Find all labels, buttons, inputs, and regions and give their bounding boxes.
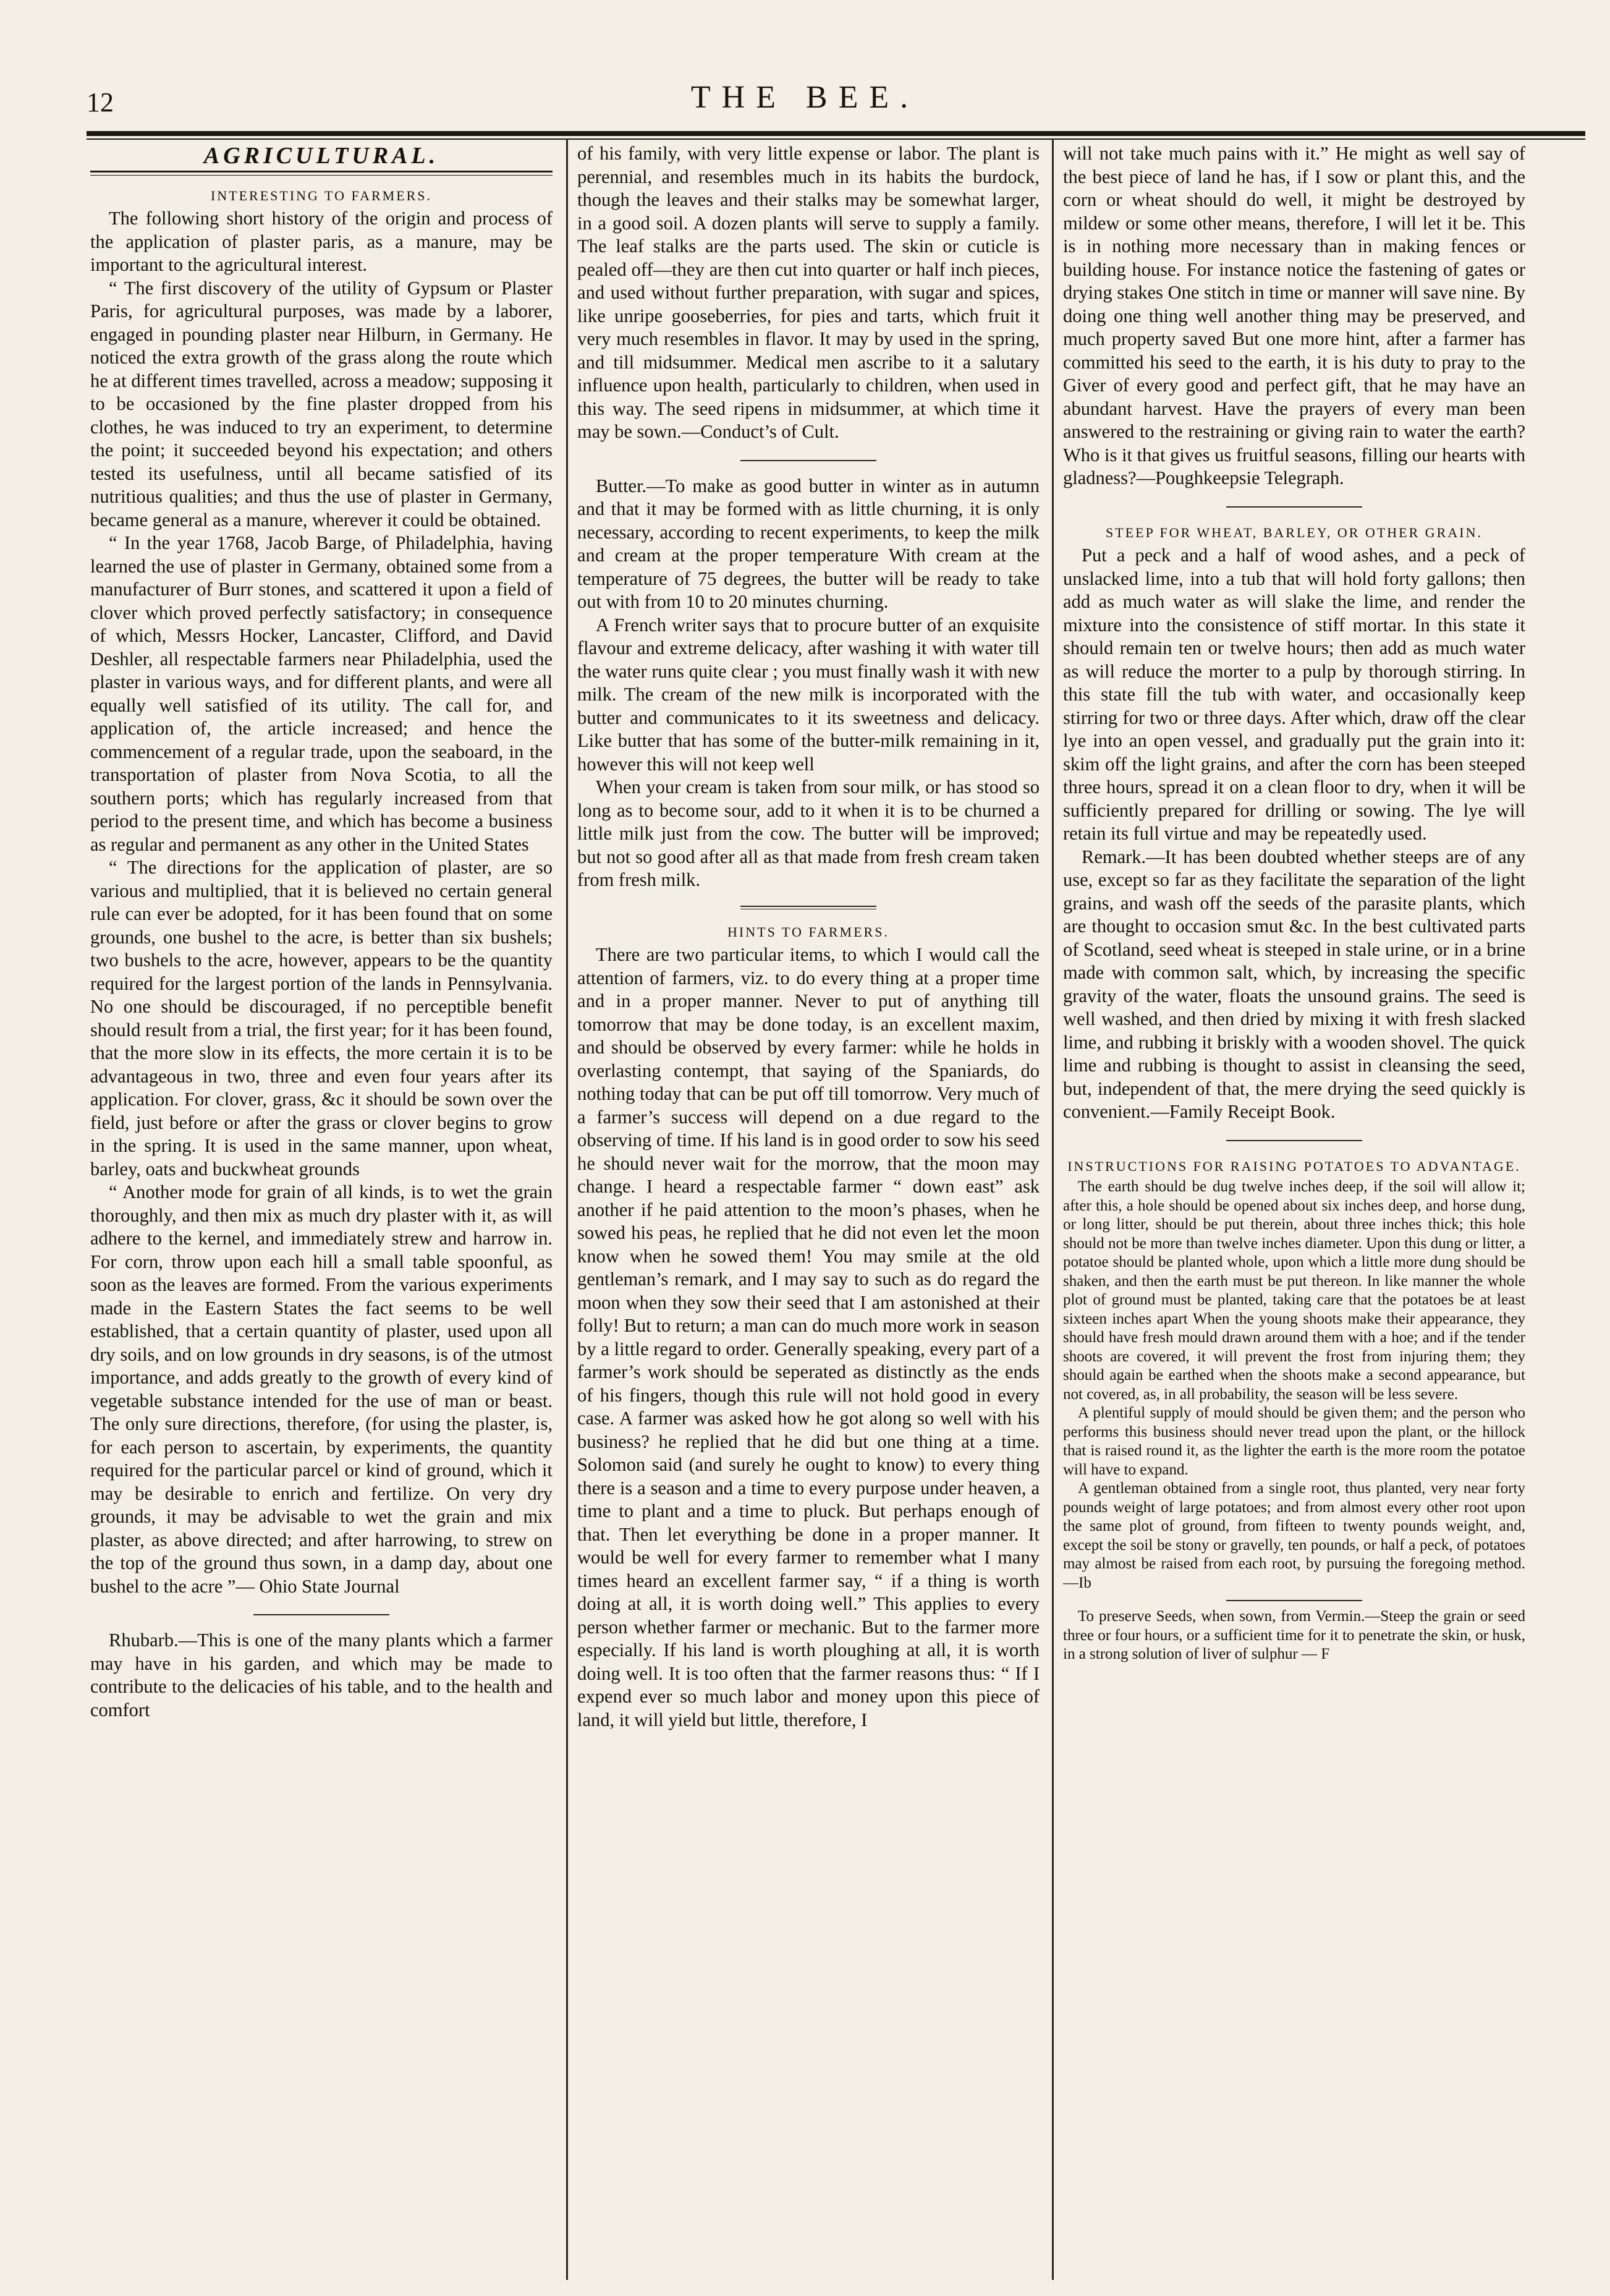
article-heading: INSTRUCTIONS FOR RAISING POTATOES TO ADVANTAGE.: [1067, 1158, 1521, 1174]
article-paragraph: The following short history of the origin and process of the application of plaster paris, as a manure, may be important to the agricultural interest.: [90, 208, 553, 275]
article-paragraph: A plentiful supply of mould should be given them; and the person who performs this business should never tread upon the plant, or the hillock that is raised round it, as the lighter the earth is the more room the potatoe will have to expand.: [1063, 1405, 1525, 1478]
article-paragraph: A French writer says that to procure butter of an exquisite flavour and extreme delicacy, after washing it with water till the water runs quite clear ; you must finally wash it with new milk. The cream of the new milk is incorporated with the butter and communicates to it its sweetness and delicacy. Like butter that has some of the butter-milk remaining in it, however this will not keep well: [577, 614, 1040, 775]
article-paragraph: “ In the year 1768, Jacob Barge, of Philadelphia, having learned the use of plaster in Germany, obtained some from a manufacturer of Burr stones, and scattered it upon a field of clover which proved perfectly satisfactory; in consequence of which, Messrs Hocker, Lancaster, Clifford, and David Deshler, all respectable farmers near Philadelphia, used the plaster in various ways, and for different plants, and were all equally well satisfied of its utility. The call for, and application of, the article increased; and hence the commencement of a regular trade, upon the seaboard, in the transportation of plaster from Nova Scotia, to all the southern ports; which has regularly increased from that period to the present time, and which has become a business as regular and permanent as any other in the United States: [90, 532, 553, 855]
article-separator: [740, 906, 876, 909]
page-number: 12: [87, 87, 114, 117]
header-rule-thin: [87, 138, 1585, 140]
article-heading: STEEP FOR WHEAT, BARLEY, OR OTHER GRAIN.: [1106, 524, 1483, 540]
masthead: THE BEE.: [690, 80, 920, 115]
article-paragraph: will not take much pains with it.” He might as well say of the best piece of land he has, if I sow or plant this, and the corn or wheat should do well, it might be destroyed by mildew or some other means, therefore, I will let it be. This is in nothing more necessary than in making fences or building house. For instance notice the fastening of gates or drying stakes One stitch in time or manner will save nine. By doing one thing well another thing may be preserved, and much property saved But one more hint, after a farmer has committed his seed to the earth, it is his duty to pray to the Giver of every good and perfect gift, that he may have an abundant harvest. Have the prayers of every man been answered to the restraining or giving rain to water the earth? Who is it that gives us fruitful seasons, filling our hearts with gladness?—Poughkeepsie Telegraph.: [1063, 143, 1525, 488]
article-separator: [1226, 1600, 1362, 1601]
column-3: [1063, 142, 1525, 2275]
article-separator: [740, 460, 876, 461]
column-2: [577, 142, 1040, 2275]
article-paragraph: “ The first discovery of the utility of Gypsum or Plaster Paris, for agricultural purposes, was made by a laborer, engaged in pounding plaster near Hilburn, in Germany. He noticed the extra growth of the grass along the route which he at different times travelled, across a meadow; supposing it to be occasioned by the fine plaster dropped from his clothes, he was induced to try an experiment, to determine the point; it succeeded beyond his expectation; and others tested its usefulness, until all became satisfied of its nutritious qualities; and thus the use of plaster in Germany, became general as a manure, wherever it could be obtained.: [90, 277, 553, 530]
article-separator: [253, 1614, 389, 1615]
article-paragraph: To preserve Seeds, when sown, from Vermin.—Steep the grain or seed three or four hours, or a sufficient time for it to penetrate the skin, or husk, in a strong solution of liver of sulphur — F: [1063, 1608, 1525, 1662]
article-paragraph: When your cream is taken from sour milk, or has stood so long as to become sour, add to it when it is to be churned a little milk just from the cow. The butter will be improved; but not so good after all as that made from fresh cream taken from fresh milk.: [577, 776, 1040, 890]
article-paragraph: “ The directions for the application of plaster, are so various and multiplied, that it is believed no certain general rule can ever be adopted, for it has been found that on some grounds, one bushel to the acre, is better than six bushels; two bushels to the acre, however, appears to be the quantity required for the largest portion of the lands in Pennsylvania. No one should be discouraged, if no perceptible benefit should result from a trial, the first year; for it has been found, that the more slow in its effects, the more certain it is to be advantageous in two, three and even four years after its application. For clover, grass, &c it should be sown over the field, just before or after the grass or clover begins to grow in the spring. It is used in the same manner, upon wheat, barley, oats and buckwheat grounds: [90, 857, 553, 1180]
section-title: AGRICULTURAL.: [203, 143, 439, 169]
column-divider-2: [1052, 138, 1054, 2280]
article-paragraph: “ Another mode for grain of all kinds, is to wet the grain thoroughly, and then mix as much dry plaster with it, as will adhere to the kernel, and immediately strew and harrow in. For corn, throw upon each hill a small table spoonful, as soon as the leaves are formed. From the various experiments made in the Eastern States the fact seems to be well established, that a certain quantity of plaster, used upon all dry soils, and on low grounds in dry seasons, is of the utmost importance, and adds greatly to the growth of every kind of vegetable substance intended for the use of man or beast. The only sure directions, therefore, (for using the plaster, is, for each person to ascertain, by experiments, the quantity required for the particular parcel or kind of ground, which it may be desirable to enrich and fertilize. On very dry grounds, it may be advisable to wet the grain and mix plaster, as above directed; and after harrowing, to strew on the top of the ground thus sown, in a damp day, about one bushel to the acre ”— Ohio State Journal: [90, 1181, 553, 1597]
article-paragraph: Put a peck and a half of wood ashes, and a peck of unslacked lime, into a tub that will hold forty gallons; then add as much water as will slake the lime, and render the mixture into the consistence of stiff mortar. In this state it should remain ten or twelve hours; then add as much water as will reduce the morter to a pulp by thorough stirring. In this state fill the tub with water, and occasionally keep stirring for two or three days. After which, draw off the clear lye into an open vessel, and gradually put the grain into it: skim off the light grains, and after the corn has been steeped three hours, spread it on a clean floor to dry, when it will be sufficiently prepared for drilling or sowing. The lye will retain its full virtue and may be repeatedly used.: [1063, 545, 1525, 844]
small-type-article: [1063, 1178, 1525, 1664]
article-paragraph: of his family, with very little expense or labor. The plant is perennial, and resembles much in its habits the burdock, though the leaves and their stalks may be somewhat larger, in a good soil. A dozen plants will serve to supply a family. The leaf stalks are the parts used. The skin or cuticle is pealed off—they are then cut into quarter or half inch pieces, and used without further preparation, with sugar and spices, like unripe gooseberries, for pies and tarts, which fruit it very much resembles in flavor. It may by used in the spring, and till midsummer. Medical men ascribe to it a salutary influence upon health, particularly to children, when used in this way. The seed ripens in midsummer, at which time it may be sown.—Conduct’s of Cult.: [577, 143, 1040, 442]
article-paragraph: There are two particular items, to which I would call the attention of farmers, viz. to do every thing at a proper time and in a proper manner. Never to put of anything till tomorrow that may be done today, is an excellent maxim, and should be observed by every farmer: while he holds in overlasting contempt, that saying of the Spaniards, do nothing today that can be put off till tomorrow. Very much of a farmer’s success will depend on a due regard to the observing of time. If his land is in good order to sow his seed he should never wait for the morrow, that the moon may change. I heard a respectable farmer “ down east” ask another if he paid attention to the moon’s phases, when he sowed his peas, he replied that he did not even let the moon know when he sowed them! You may smile at the old gentleman’s remark, and I may say to such as do regard the moon when they sow their seed that I am astonished at their folly! But to return; a man can do much more work in season by a little regard to order. Generally speaking, every part of a farmer’s work should be seperated as distinctly as the ends of his fingers, though this rule will not hold good in every case. A farmer was asked how he got along so well with his business? he replied that he did but one thing at a time. Solomon said (and surely he ought to know) to every thing there is a season and a time to every purpose under heaven, a time to plant and a time to pluck. But perhaps enough of that. Then let everything be done in a proper manner. It would be well for every farmer to remember what I many times heard an excellent farmer say, “ if a thing is worth doing at all, it is worth doing well.” This applies to every person whether farmer or mechanic. But to the farmer more especially. If his land is worth ploughing at all, it is worth doing well. It is too often that the farmer reasons thus: “ If I expend ever so much labor and money upon this piece of land, it will yield but little, therefore, I: [577, 944, 1040, 1730]
article-paragraph: A gentleman obtained from a single root, thus planted, very near forty pounds weight of large potatoes; and from almost every other root upon the same plot of ground, from fifteen to twenty pounds weight, and, except the soil be stony or gravelly, ten pounds, or half a peck, of potatoes may almost be raised from each root, by pursuing the foregoing method.—Ib: [1063, 1480, 1525, 1591]
article-paragraph: Remark.—It has been doubted whether steeps are of any use, except so far as they facilitate the separation of the light grains, and wash off the seeds of the parasite plants, which are thought to occasion smut &c. In the best cultivated parts of Scotland, seed wheat is steeped in stale urine, or in a brine made with common salt, which, by increasing the specific gravity of the water, floats the unsound grains. The seed is well washed, and then dried by mixing it with fresh slacked lime, and rubbing it briskly with a wooden shovel. The quick lime and rubbing is thought to assist in cleansing the seed, but, independent of that, the mere drying the seed quickly is convenient.—Family Receipt Book.: [1063, 846, 1525, 1122]
article-paragraph: Rhubarb.—This is one of the many plants which a farmer may have in his garden, and which may be made to contribute to the delicacies of his table, and to the health and comfort: [90, 1630, 553, 1720]
article-heading: INTERESTING TO FARMERS.: [210, 187, 433, 203]
column-1: [90, 142, 553, 2275]
article-separator: [1226, 1140, 1362, 1141]
column-divider-1: [566, 138, 568, 2280]
article-paragraph: The earth should be dug twelve inches deep, if the soil will allow it; after this, a hole should be opened about six inches deep, and horse dung, or long litter, should be put therein, about three inches thick; this hole should not be more than twelve inches diameter. Upon this dung or litter, a potatoe should be planted whole, upon which a little more dung should be shaken, and then the earth must be put thereon. In like manner the whole plot of ground must be planted, taking care that the potatoes be at least sixteen inches apart When the young shoots make their appearance, they should have fresh mould drawn around them with a hoe; and if the tender shoots are covered, it will prevent the frost from injuring them; they should again be earthed when the shoots make a second appearance, but not covered, as, in all probability, the season will be less severe.: [1063, 1178, 1525, 1403]
article-paragraph: Butter.—To make as good butter in winter as in autumn and that it may be formed with as little churning, it is only necessary, according to recent experiments, to keep the milk and cream at the proper temperature With cream at the temperature of 75 degrees, the butter will be ready to take out with from 10 to 20 minutes churning.: [577, 475, 1040, 612]
header-rule: [87, 131, 1585, 136]
article-separator: [1226, 506, 1362, 508]
article-heading: HINTS TO FARMERS.: [727, 924, 889, 940]
section-rule: [90, 171, 553, 176]
